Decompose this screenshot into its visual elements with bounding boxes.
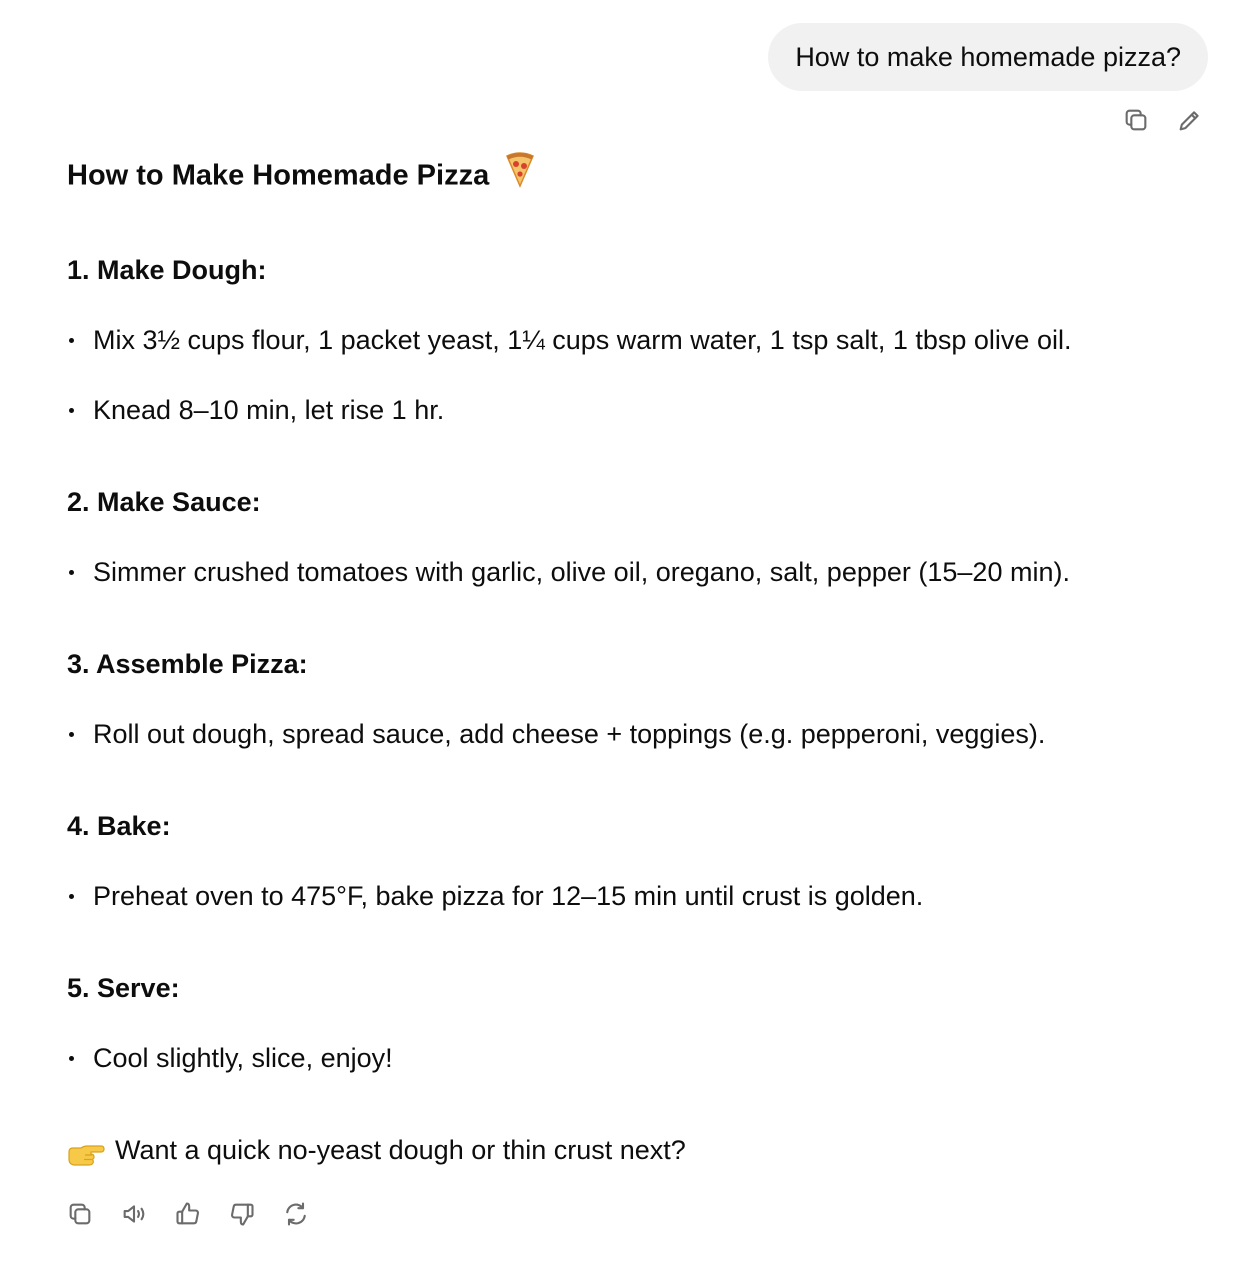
pizza-slice-icon xyxy=(503,150,537,204)
list-item-text: Cool slightly, slice, enjoy! xyxy=(93,1043,393,1073)
list-item xyxy=(67,318,1207,362)
list-item xyxy=(67,550,1207,594)
list-item xyxy=(67,1036,1207,1080)
response-title-text: How to Make Homemade Pizza xyxy=(67,159,490,192)
section-make-sauce xyxy=(67,480,1207,594)
section-serve xyxy=(67,966,1207,1080)
list-item-text: Preheat oven to 475°F, bake pizza for 12–15 min until crust is golden. xyxy=(93,881,924,911)
followup-text: Want a quick no-yeast dough or thin crust next? xyxy=(115,1135,686,1165)
section-heading: 2. Make Sauce: xyxy=(67,487,261,517)
section-make-dough xyxy=(67,248,1207,432)
user-message-bubble xyxy=(768,23,1208,91)
assistant-response xyxy=(67,150,1207,1172)
list-item-text: Mix 3½ cups flour, 1 packet yeast, 1¼ cups warm water, 1 tsp salt, 1 tbsp olive oil. xyxy=(93,325,1072,355)
section-heading: 5. Serve: xyxy=(67,973,180,1003)
list-item-text: Roll out dough, spread sauce, add cheese + toppings (e.g. pepperoni, veggies). xyxy=(93,719,1046,749)
list-item xyxy=(67,712,1207,756)
user-message-text: How to make homemade pizza? xyxy=(795,42,1181,72)
list-item-text: Knead 8–10 min, let rise 1 hr. xyxy=(93,395,445,425)
user-message-actions xyxy=(1118,104,1208,136)
thumbs-up-icon[interactable] xyxy=(170,1198,206,1230)
list-item-text: Simmer crushed tomatoes with garlic, olive oil, oregano, salt, pepper (15–20 min). xyxy=(93,557,1070,587)
list-item xyxy=(67,874,1207,918)
response-title xyxy=(67,150,1207,200)
copy-icon[interactable] xyxy=(62,1198,98,1230)
speaker-icon[interactable] xyxy=(116,1198,152,1230)
section-assemble-pizza xyxy=(67,642,1207,756)
copy-icon[interactable] xyxy=(1118,104,1154,136)
followup-question xyxy=(67,1128,1207,1172)
regenerate-icon[interactable] xyxy=(278,1198,314,1230)
section-heading: 1. Make Dough: xyxy=(67,255,267,285)
thumbs-down-icon[interactable] xyxy=(224,1198,260,1230)
section-bake xyxy=(67,804,1207,918)
section-heading: 4. Bake: xyxy=(67,811,171,841)
response-actions xyxy=(62,1198,314,1230)
list-item xyxy=(67,388,1207,432)
pointing-hand-icon xyxy=(67,1137,105,1163)
section-heading: 3. Assemble Pizza: xyxy=(67,649,308,679)
pencil-icon[interactable] xyxy=(1172,104,1208,136)
